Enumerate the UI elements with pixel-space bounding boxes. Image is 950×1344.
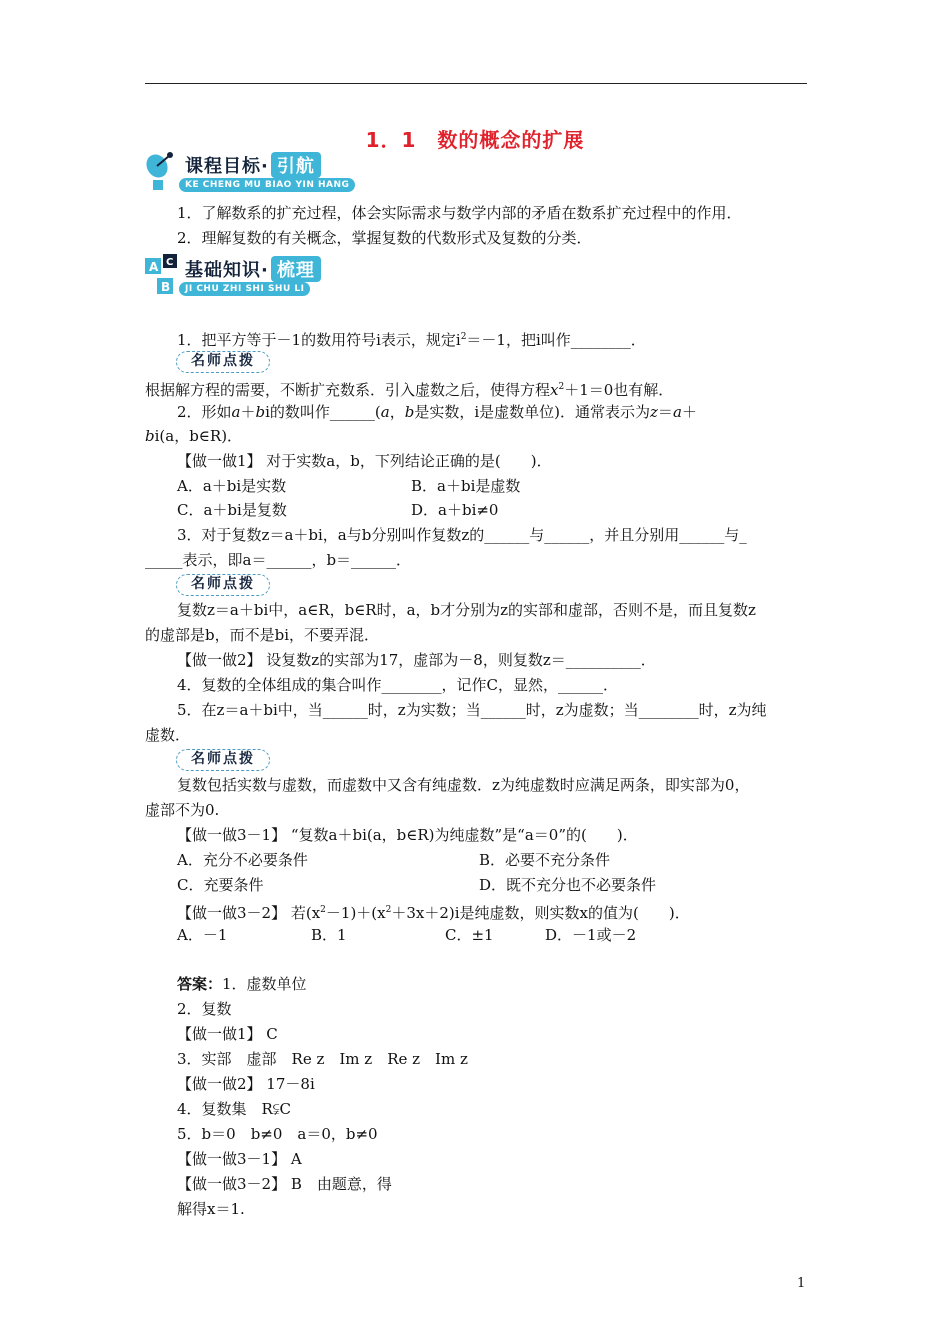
basic-knowledge-banner xyxy=(143,254,373,298)
exercise-1-question: 【做一做1】 对于实数a，b，下列结论正确的是( )． xyxy=(177,452,552,470)
option-a: A．充分不必要条件 xyxy=(177,851,308,869)
tip-3-line-1: 复数包括实数与虚数，而虚数中又含有纯虚数．z为纯虚数时应满足两条，即实部为0， xyxy=(177,776,750,794)
knowledge-2-line-2: bi(a，b∈R)． xyxy=(145,427,243,445)
svg-text:B: B xyxy=(161,280,171,294)
option-c: C．±1 xyxy=(445,926,494,944)
option-a: A．a＋bi是实数 xyxy=(177,477,287,495)
teacher-tip-badge: 名师点拨 xyxy=(176,574,270,596)
exercise-3-1-question: 【做一做3－1】 “复数a＋bi(a，b∈R)为纯虚数”是“a＝0”的( )． xyxy=(177,826,638,844)
knowledge-3-line-1: 3．对于复数z＝a＋bi，a与b分别叫作复数z的______与______，并且分别用______与_ xyxy=(177,526,747,544)
answer-ex2: 【做一做2】 17－8i xyxy=(177,1075,315,1093)
exercise-3-1-options-row-2 xyxy=(145,875,810,895)
answer-ex31: 【做一做3－1】 A xyxy=(177,1150,302,1168)
option-c: C．充要条件 xyxy=(177,876,264,894)
abc-blocks-icon xyxy=(143,254,183,298)
exercise-3-1-options-row-1 xyxy=(145,850,810,870)
option-d: D．既不充分也不必要条件 xyxy=(479,876,657,894)
course-goals-banner xyxy=(143,150,373,194)
banner-pinyin: JI CHU ZHI SHI SHU LI xyxy=(179,282,310,296)
answer-ex32: 【做一做3－2】 B 由题意，得 xyxy=(177,1175,392,1193)
goal-2: 2．理解复数的有关概念，掌握复数的代数形式及复数的分类． xyxy=(177,229,592,247)
answer-1: 答案：1．虚数单位 xyxy=(177,975,307,993)
tip-1-text: 根据解方程的需要，不断扩充数系．引入虚数之后，使得方程$x^2+1=0$也有解． xyxy=(145,381,674,399)
knowledge-5-line-2: 虚数． xyxy=(145,726,191,744)
knowledge-1: 1．把平方等于－1的数用符号i表示，规定$i^2=-1$，把i叫作________． xyxy=(177,331,646,349)
svg-text:C: C xyxy=(166,257,174,268)
option-b: B．a＋bi是虚数 xyxy=(411,477,521,495)
tip-2-line-1: 复数z＝a＋bi中，a∈R，b∈R时，a，b才分别为z的实部和虚部，否则不是，而且复数z xyxy=(177,601,756,619)
knowledge-3-line-2: _____表示，即a＝______，b＝______． xyxy=(145,551,412,569)
option-b: B．1 xyxy=(311,926,347,944)
option-a: A．－1 xyxy=(177,926,228,944)
goal-1: 1．了解数系的扩充过程，体会实际需求与数学内部的矛盾在数系扩充过程中的作用． xyxy=(177,204,742,222)
satellite-dish-icon xyxy=(143,150,183,194)
answer-solution: 解得x＝1. xyxy=(177,1200,245,1218)
teacher-tip-badge: 名师点拨 xyxy=(176,351,270,373)
header-rule xyxy=(145,83,807,84)
option-d: D．a＋bi≠0 xyxy=(411,501,499,519)
answer-ex1: 【做一做1】 C xyxy=(177,1025,278,1043)
page-number: 1 xyxy=(797,1276,806,1291)
banner-title: 基础知识· 梳理 xyxy=(185,256,321,282)
knowledge-4: 4．复数的全体组成的集合叫作________，记作C，显然，______． xyxy=(177,676,619,694)
exercise-3-2-question: 【做一做3－2】 若$(x^2-1)+(x^2+3x+2)i$是纯虚数，则实数x的值为( )． xyxy=(177,904,690,922)
option-d: D．－1或－2 xyxy=(545,926,637,944)
answer-3: 3．实部 虚部 Re z Im z Re z Im z xyxy=(177,1050,468,1068)
answer-5: 5．b＝0 b≠0 a＝0，b≠0 xyxy=(177,1125,378,1143)
exercise-3-2-options xyxy=(145,925,810,945)
knowledge-5-line-1: 5．在z＝a＋bi中，当______时，z为实数；当______时，z为虚数；当________时，z为纯 xyxy=(177,701,767,719)
answers-label: 答案： xyxy=(177,975,223,993)
svg-text:A: A xyxy=(149,260,159,274)
page-title: 1．1 数的概念的扩展 xyxy=(365,128,585,152)
exercise-1-options-row-2 xyxy=(145,500,810,520)
teacher-tip-badge: 名师点拨 xyxy=(176,749,270,771)
exercise-2: 【做一做2】 设复数z的实部为17，虚部为－8，则复数z＝__________． xyxy=(177,651,656,669)
option-c: C．a＋bi是复数 xyxy=(177,501,287,519)
exercise-1-options-row-1 xyxy=(145,476,810,496)
banner-pinyin: KE CHENG MU BIAO YIN HANG xyxy=(179,178,355,192)
option-b: B．必要不充分条件 xyxy=(479,851,611,869)
banner-title: 课程目标· 引航 xyxy=(185,152,321,178)
answer-4: 4．复数集 R⫋C xyxy=(177,1100,291,1118)
answer-2: 2．复数 xyxy=(177,1000,232,1018)
tip-2-line-2: 的虚部是b，而不是bi，不要弄混． xyxy=(145,626,380,644)
knowledge-2-line-1: 2．形如a＋bi的数叫作______(a，b是实数，i是虚数单位)．通常表示为z＝a＋ xyxy=(177,403,697,421)
tip-3-line-2: 虚部不为0. xyxy=(145,801,220,819)
